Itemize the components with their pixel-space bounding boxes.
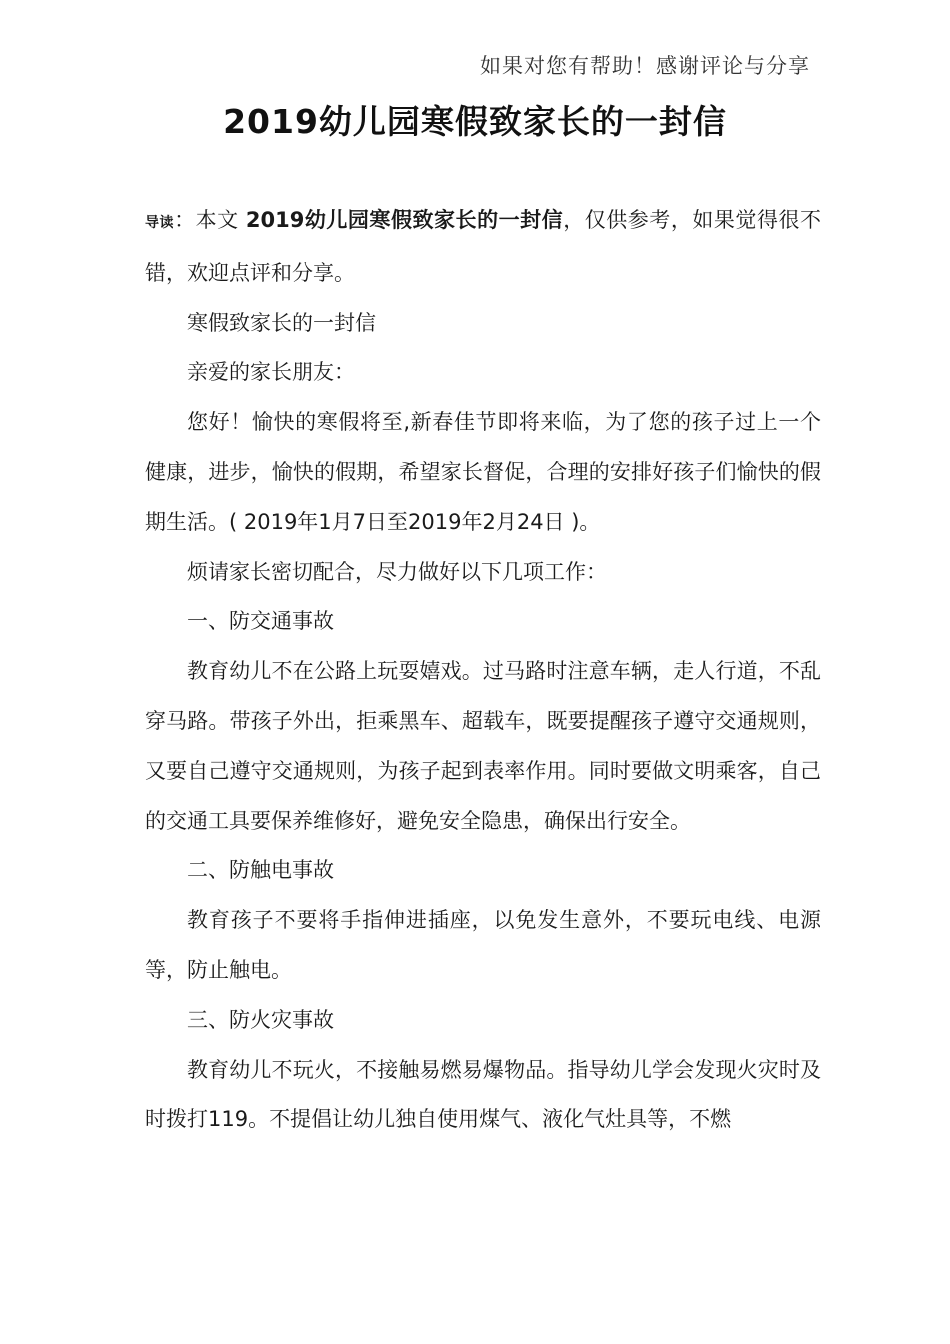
section-heading-traffic: 一、防交通事故 bbox=[187, 609, 334, 634]
salutation: 亲爱的家长朋友： bbox=[187, 360, 355, 385]
paragraph-fire: 教育幼儿不玩火，不接触易燃易爆物品。指导幼儿学会发现火灾时及时拨打119。不提倡让幼儿独自使用煤气、液化气灶具等，不燃 bbox=[145, 1057, 821, 1132]
intro-suffix: ，仅供参考，如果觉得很不错，欢迎点评和分享。 bbox=[145, 208, 822, 285]
header-note: 如果对您有帮助！感谢评论与分享 bbox=[480, 54, 810, 78]
paragraph-electric: 教育孩子不要将手指伸进插座，以免发生意外，不要玩电线、电源等，防止触电。 bbox=[145, 908, 821, 982]
document-title: 2019幼儿园寒假致家长的一封信 bbox=[223, 102, 727, 141]
section-heading-fire: 三、防火灾事故 bbox=[187, 1007, 334, 1032]
paragraph-traffic: 教育幼儿不在公路上玩耍嬉戏。过马路时注意车辆，走人行道，不乱穿马路。带孩子外出，拒乘黑车、超载车，既要提醒孩子遵守交通规则，又要自己遵守交通规则，为孩子起到表率作用。同时要做文明乘客，自己的交通工具要保养维修好，避免安全隐患，确保出行安全。 bbox=[145, 659, 821, 833]
letter-subtitle: 寒假致家长的一封信 bbox=[187, 310, 376, 335]
paragraph-request: 烦请家长密切配合，尽力做好以下几项工作： bbox=[187, 559, 607, 584]
section-heading-electric: 二、防触电事故 bbox=[187, 858, 334, 883]
intro-doc-title: 2019幼儿园寒假致家长的一封信 bbox=[245, 208, 564, 232]
intro-prefix: ：本文 bbox=[174, 208, 246, 232]
intro-label: 导读 bbox=[145, 215, 175, 231]
paragraph-greeting: 您好！愉快的寒假将至,新春佳节即将来临，为了您的孩子过上一个健康，进步，愉快的假期，希望家长督促，合理的安排好孩子们愉快的假期生活。( 2019年1月7日至2019年2月24日 )。 bbox=[145, 410, 821, 534]
document-body bbox=[145, 196, 821, 1145]
intro-paragraph bbox=[145, 196, 821, 299]
